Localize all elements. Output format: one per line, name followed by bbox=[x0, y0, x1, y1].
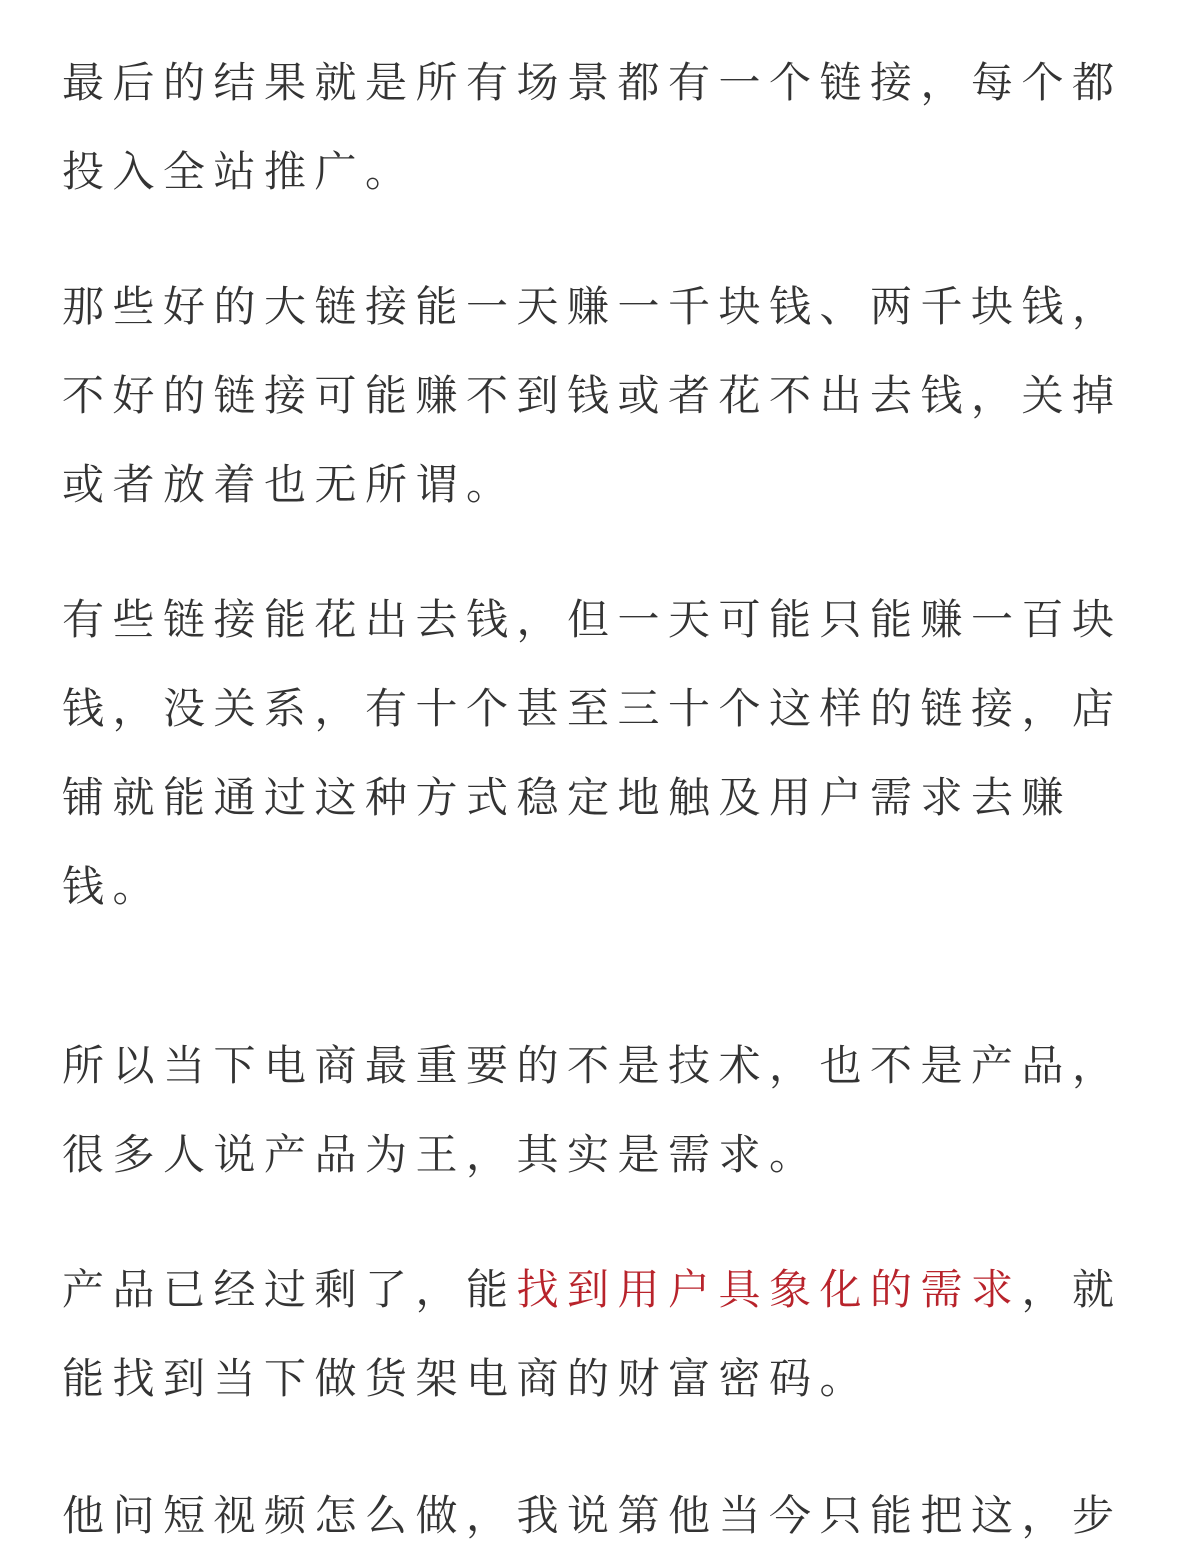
text-segment: ，就 bbox=[1021, 1265, 1123, 1314]
text-line: 铺就能通过这种方式稳定地触及用户需求去赚 bbox=[62, 773, 1073, 822]
partial-line-cut-off: 他问短视频怎么做，我说第他当今只能把这，步 bbox=[62, 1491, 1123, 1540]
text-line: 不好的链接可能赚不到钱或者花不出去钱，关掉 bbox=[62, 371, 1123, 420]
text-line: 或者放着也无所谓。 bbox=[62, 460, 517, 509]
text-line: 投入全站推广。 bbox=[62, 147, 416, 196]
text-line: 钱，没关系，有十个甚至三十个这样的链接，店 bbox=[62, 684, 1123, 733]
paragraph-3 bbox=[62, 575, 1123, 931]
highlighted-text: 找到用户具象化的需求 bbox=[516, 1265, 1022, 1314]
text-line: 那些好的大链接能一天赚一千块钱、两千块钱， bbox=[62, 282, 1123, 331]
text-line: 很多人说产品为王，其实是需求。 bbox=[62, 1130, 820, 1179]
text-line: 能找到当下做货架电商的财富密码。 bbox=[62, 1354, 871, 1403]
article-body bbox=[62, 38, 1123, 1469]
text-line: 钱。 bbox=[62, 862, 164, 911]
text-segment: 产品已经过剩了，能 bbox=[62, 1265, 517, 1314]
text-line: 有些链接能花出去钱，但一天可能只能赚一百块 bbox=[62, 595, 1123, 644]
text-line: 所以当下电商最重要的不是技术，也不是产品， bbox=[62, 1041, 1123, 1090]
paragraph-1 bbox=[62, 38, 1123, 216]
text-line bbox=[62, 1245, 1123, 1334]
paragraph-2 bbox=[62, 262, 1123, 529]
text-line: 最后的结果就是所有场景都有一个链接，每个都 bbox=[62, 58, 1123, 107]
paragraph-4 bbox=[62, 1021, 1123, 1199]
paragraph-5 bbox=[62, 1245, 1123, 1423]
